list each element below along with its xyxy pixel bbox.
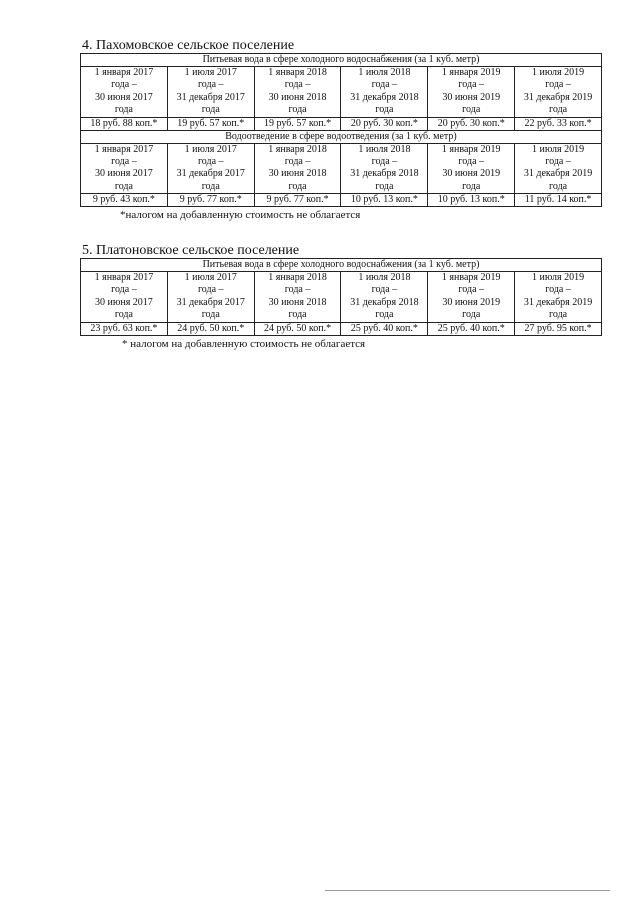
- price-cell: 23 руб. 63 коп.*: [81, 322, 168, 335]
- table-row-prices: [81, 117, 602, 130]
- tariff-table-water: [80, 53, 602, 207]
- period-cell: 1 июля 2017 года – 31 декабря 2017 года: [167, 67, 254, 118]
- vat-footnote: * налогом на добавленную стоимость не облагается: [122, 337, 366, 350]
- table-header: Питьевая вода в сфере холодного водоснабжения (за 1 куб. метр): [81, 259, 602, 272]
- vat-footnote: *налогом на добавленную стоимость не облагается: [120, 209, 361, 222]
- price-cell: 19 руб. 57 коп.*: [167, 117, 254, 130]
- period-cell: 1 июля 2019 года – 31 декабря 2019 года: [515, 143, 602, 194]
- period-cell: 1 января 2017 года – 30 июня 2017 года: [81, 143, 168, 194]
- price-cell: 10 руб. 13 коп.*: [341, 194, 428, 207]
- price-cell: 20 руб. 30 коп.*: [341, 117, 428, 130]
- price-cell: 9 руб. 77 коп.*: [167, 194, 254, 207]
- period-cell: 1 января 2018 года – 30 июня 2018 года: [254, 67, 341, 118]
- price-cell: 25 руб. 40 коп.*: [341, 322, 428, 335]
- table-row-prices: [81, 322, 602, 335]
- period-cell: 1 июля 2018 года – 31 декабря 2018 года: [341, 143, 428, 194]
- price-cell: 27 руб. 95 коп.*: [515, 322, 602, 335]
- price-cell: 9 руб. 43 коп.*: [81, 194, 168, 207]
- period-cell: 1 января 2019 года – 30 июня 2019 года: [428, 272, 515, 323]
- period-cell: 1 января 2018 года – 30 июня 2018 года: [254, 143, 341, 194]
- table-row-periods: [81, 67, 602, 118]
- table-row-periods: [81, 143, 602, 194]
- price-cell: 20 руб. 30 коп.*: [428, 117, 515, 130]
- period-cell: 1 января 2018 года – 30 июня 2018 года: [254, 272, 341, 323]
- price-cell: 24 руб. 50 коп.*: [254, 322, 341, 335]
- period-cell: 1 июля 2018 года – 31 декабря 2018 года: [341, 272, 428, 323]
- period-cell: 1 июля 2018 года – 31 декабря 2018 года: [341, 67, 428, 118]
- section-title: 5. Платоновское сельское поселение: [82, 243, 300, 258]
- section-platonovskoe: [80, 243, 602, 350]
- price-cell: 11 руб. 14 коп.*: [515, 194, 602, 207]
- period-cell: 1 января 2019 года – 30 июня 2019 года: [428, 67, 515, 118]
- price-cell: 25 руб. 40 коп.*: [428, 322, 515, 335]
- price-cell: 9 руб. 77 коп.*: [254, 194, 341, 207]
- period-cell: 1 июля 2019 года – 31 декабря 2019 года: [515, 272, 602, 323]
- price-cell: 10 руб. 13 коп.*: [428, 194, 515, 207]
- price-cell: 24 руб. 50 коп.*: [167, 322, 254, 335]
- table-header: Питьевая вода в сфере холодного водоснабжения (за 1 куб. метр): [81, 54, 602, 67]
- period-cell: 1 января 2017 года – 30 июня 2017 года: [81, 272, 168, 323]
- price-cell: 19 руб. 57 коп.*: [254, 117, 341, 130]
- table-row-periods: [81, 272, 602, 323]
- table-header: Водоотведение в сфере водоотведения (за 1 куб. метр): [81, 130, 602, 143]
- period-cell: 1 июля 2019 года – 31 декабря 2019 года: [515, 67, 602, 118]
- table-row-prices: [81, 194, 602, 207]
- section-title: 4. Пахомовское сельское поселение: [82, 38, 295, 53]
- price-cell: 22 руб. 33 коп.*: [515, 117, 602, 130]
- section-pakhomovskoe: [80, 38, 602, 221]
- price-cell: 18 руб. 88 коп.*: [81, 117, 168, 130]
- period-cell: 1 января 2019 года – 30 июня 2019 года: [428, 143, 515, 194]
- page-divider: [325, 890, 610, 891]
- period-cell: 1 января 2017 года – 30 июня 2017 года: [81, 67, 168, 118]
- period-cell: 1 июля 2017 года – 31 декабря 2017 года: [167, 143, 254, 194]
- tariff-table-water: [80, 258, 602, 336]
- period-cell: 1 июля 2017 года – 31 декабря 2017 года: [167, 272, 254, 323]
